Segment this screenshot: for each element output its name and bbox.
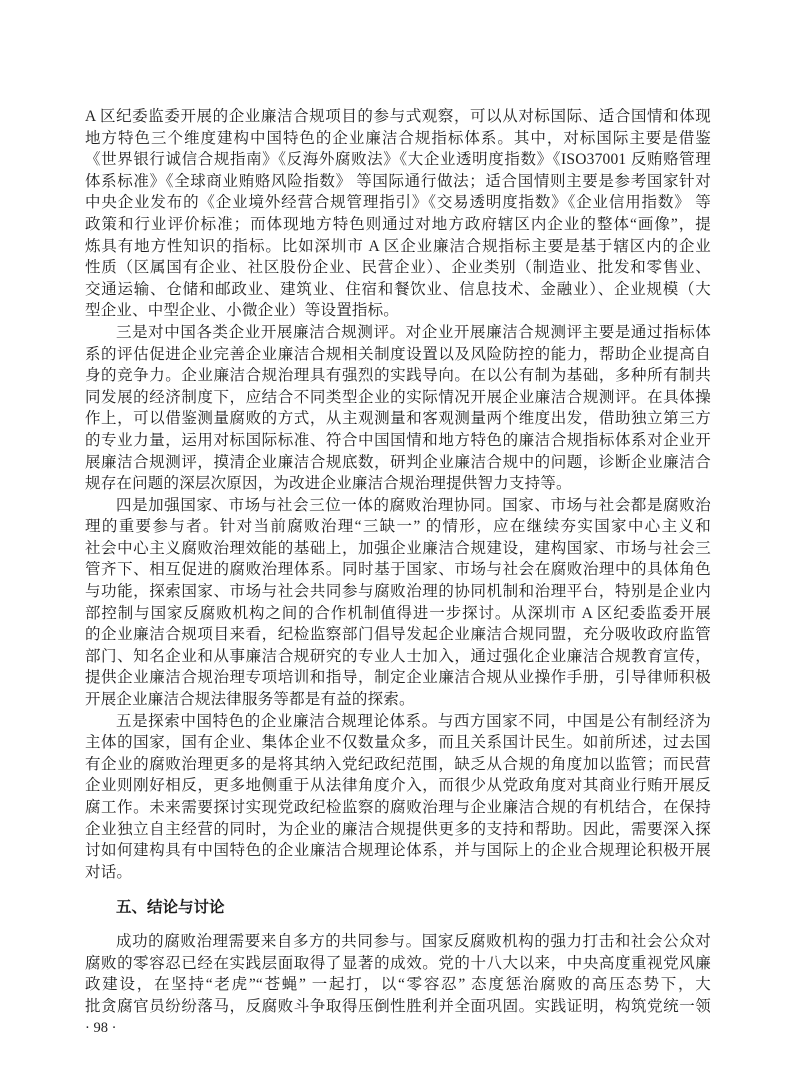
text-line: 腐败的零容忍已经在实践层面取得了显著的成效。党的十八大以来，中央高度重视党风廉 bbox=[85, 954, 711, 972]
text-line: 有企业的腐败治理更多的是将其纳入党纪政纪范围，缺乏从合规的角度加以监管；而民营 bbox=[85, 755, 711, 773]
text-line: 部控制与国家反腐败机构之间的合作机制值得进一步探讨。从深圳市 A 区纪委监委开展 bbox=[85, 604, 711, 622]
text-line: 的专业力量，运用对标国际标准、符合中国国情和地方特色的廉洁合规指标体系对企业开 bbox=[85, 431, 711, 449]
paragraph bbox=[85, 106, 711, 322]
paragraph bbox=[85, 322, 711, 495]
text-line: 体系标准》《全球商业贿赂风险指数》 等国际通行做法；适合国情则主要是参考国家针对 bbox=[85, 172, 711, 190]
text-line: 提供企业廉洁合规治理专项培训和指导，制定企业廉洁合规从业操作手册，引导律师积极 bbox=[85, 669, 711, 687]
text-line: 规存在问题的深层次原因，为改进企业廉洁合规治理提供智力支持等。 bbox=[85, 475, 572, 493]
page-number: · 98 · bbox=[85, 1020, 117, 1037]
text-line: 的企业廉洁合规项目来看，纪检监察部门倡导发起企业廉洁合规同盟，充分吸收政府监管 bbox=[85, 626, 711, 644]
text-line: 成功的腐败治理需要来自多方的共同参与。国家反腐败机构的强力打击和社会公众对 bbox=[116, 932, 711, 950]
text-line: 作上，可以借鉴测量腐败的方式，从主观测量和客观测量两个维度出发，借助独立第三方 bbox=[85, 410, 711, 428]
text-line: 社会中心主义腐败治理效能的基础上，加强企业廉洁合规建设，建构国家、市场与社会三 bbox=[85, 539, 711, 557]
text-line: 政建设，在坚持“老虎”“苍蝇” 一起打，以“零容忍” 态度惩治腐败的高压态势下，大 bbox=[85, 976, 711, 994]
text-line: 企业则刚好相反，更多地侧重于从法律角度介入，而很少从党政角度对其商业行贿开展反 bbox=[85, 777, 711, 795]
text-line: 型企业、中型企业、小微企业）等设置指标。 bbox=[85, 302, 400, 320]
text-line: 企业独立自主经营的同时，为企业的廉洁合规提供更多的支持和帮助。因此，需要深入探 bbox=[85, 820, 711, 838]
paragraph bbox=[85, 931, 711, 1017]
text-line: 性质（区属国有企业、社区股份企业、民营企业）、企业类别（制造业、批发和零售业、 bbox=[85, 259, 711, 277]
text-line: 系的评估促进企业完善企业廉洁合规相关制度设置以及风险防控的能力，帮助企业提高自 bbox=[85, 345, 711, 363]
text-line: 展廉洁合规测评，摸清企业廉洁合规底数，研判企业廉洁合规中的问题，诊断企业廉洁合 bbox=[85, 453, 711, 471]
text-line: 管齐下、相互促进的腐败治理体系。同时基于国家、市场与社会在腐败治理中的具体角色 bbox=[85, 561, 711, 579]
text-line: 三是对中国各类企业开展廉洁合规测评。对企业开展廉洁合规测评主要是通过指标体 bbox=[116, 323, 711, 341]
text-line: 主体的国家，国有企业、集体企业不仅数量众多，而且关系国计民生。如前所述，过去国 bbox=[85, 734, 711, 752]
paragraph bbox=[85, 495, 711, 711]
text-line: 同发展的经济制度下，应结合不同类型企业的实际情况开展企业廉洁合规测评。在具体操 bbox=[85, 388, 711, 406]
text-line: 《世界银行诚信合规指南》《反海外腐败法》《大企业透明度指数》《ISO37001 反贿赂管理 bbox=[85, 151, 711, 169]
text-line: 五是探索中国特色的企业廉洁合规理论体系。与西方国家不同，中国是公有制经济为 bbox=[116, 712, 711, 730]
text-line: A 区纪委监委开展的企业廉洁合规项目的参与式观察，可以从对标国际、适合国情和体现 bbox=[85, 108, 711, 125]
text-line: 讨如何建构具有中国特色的企业廉洁合规理论体系，并与国际上的企业合规理论积极开展 bbox=[85, 842, 711, 860]
text-line: 政策和行业评价标准；而体现地方特色则通过对地方政府辖区内企业的整体“画像”，提 bbox=[85, 215, 711, 233]
text-line: 地方特色三个维度建构中国特色的企业廉洁合规指标体系。其中，对标国际主要是借鉴 bbox=[85, 129, 711, 147]
paragraph bbox=[85, 711, 711, 884]
section-heading: 五、结论与讨论 bbox=[116, 899, 225, 917]
text-line: 中央企业发布的《企业境外经营合规管理指引》《交易透明度指数》《企业信用指数》 等 bbox=[85, 194, 711, 212]
document-body bbox=[85, 106, 711, 1040]
text-line: 四是加强国家、市场与社会三位一体的腐败治理协同。国家、市场与社会都是腐败治 bbox=[116, 496, 711, 514]
text-line: 与功能，探索国家、市场与社会共同参与腐败治理的协同机制和治理平台，特别是企业内 bbox=[85, 583, 711, 601]
text-line: 身的竞争力。企业廉洁合规治理具有强烈的实践导向。在以公有制为基础，多种所有制共 bbox=[85, 367, 711, 385]
text-line: 批贪腐官员纷纷落马，反腐败斗争取得压倒性胜利并全面巩固。实践证明，构筑党统一领 bbox=[85, 997, 711, 1015]
text-line: 理的重要参与者。针对当前腐败治理“三缺一” 的情形，应在继续夯实国家中心主义和 bbox=[85, 518, 711, 536]
text-line: 腐工作。未来需要探讨实现党政纪检监察的腐败治理与企业廉洁合规的有机结合，在保持 bbox=[85, 799, 711, 816]
text-line: 炼具有地方性知识的指标。比如深圳市 A 区企业廉洁合规指标主要是基于辖区内的企业 bbox=[85, 237, 711, 255]
text-line: 交通运输、仓储和邮政业、建筑业、住宿和餐饮业、信息技术、金融业）、企业规模（大 bbox=[85, 280, 711, 298]
text-line: 开展企业廉洁合规法律服务等都是有益的探索。 bbox=[85, 691, 415, 709]
text-line: 部门、知名企业和从事廉洁合规研究的专业人士加入，通过强化企业廉洁合规教育宣传， bbox=[85, 647, 711, 665]
text-line: 对话。 bbox=[85, 863, 133, 881]
